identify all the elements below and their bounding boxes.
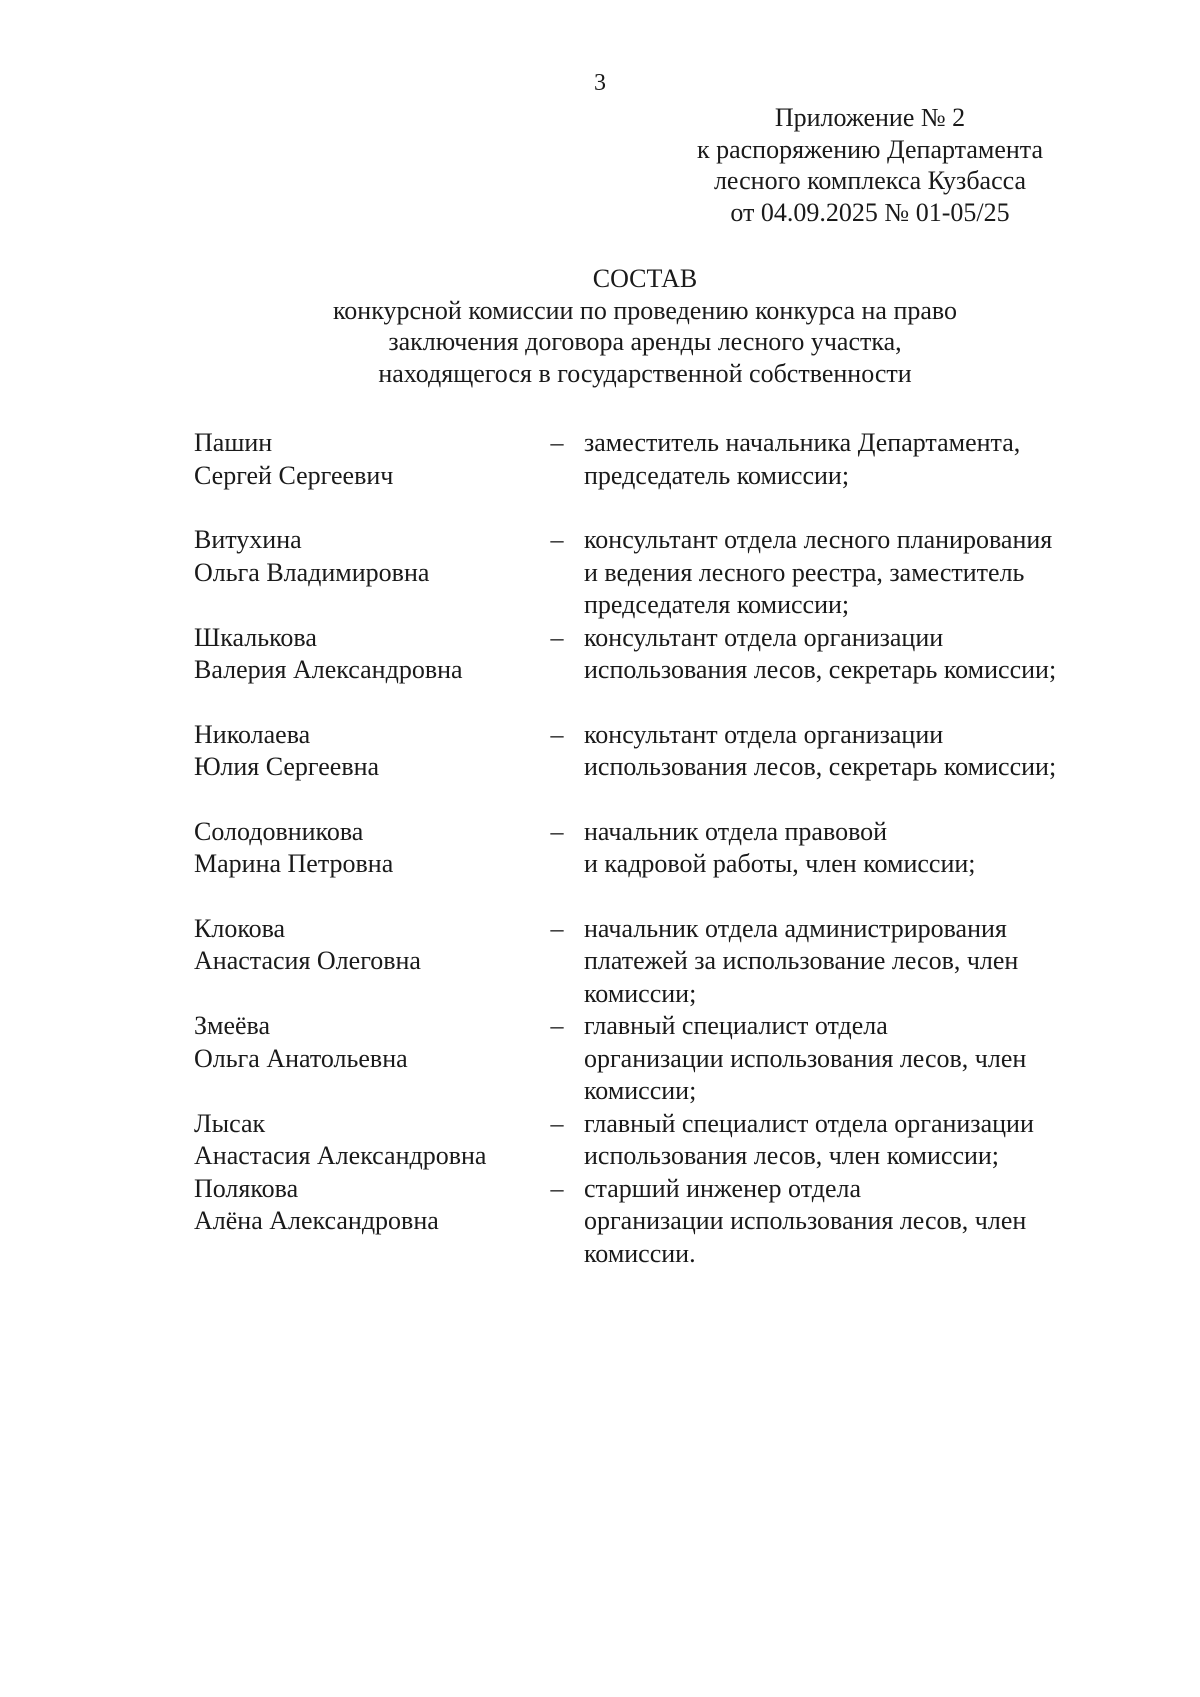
title-line: находящегося в государственной собственности (378, 358, 912, 388)
appendix-header (640, 102, 1100, 228)
member-entry (194, 524, 1114, 622)
member-given-name: Анастасия Александровна (194, 1141, 487, 1170)
appendix-line: лесного комплекса Кузбасса (713, 166, 1027, 195)
member-entry (194, 1108, 1114, 1173)
member-given-name: Анастасия Олеговна (194, 946, 421, 975)
member-name (194, 622, 524, 687)
role-line: заместитель начальника Департамента, (584, 428, 1021, 457)
role-line: главный специалист отдела организации (584, 1108, 1034, 1138)
member-name (194, 1173, 524, 1238)
member-given-name: Валерия Александровна (194, 655, 463, 684)
member-dash: – (550, 622, 564, 652)
member-dash: – (550, 525, 564, 554)
role-line: комиссии. (584, 1238, 696, 1268)
member-dash: – (550, 1011, 564, 1040)
member-name (194, 524, 524, 589)
member-entry (194, 1010, 1114, 1108)
role-line: комиссии; (584, 1076, 697, 1105)
member-given-name: Ольга Владимировна (194, 557, 430, 587)
member-entry (194, 622, 1114, 687)
member-role (584, 524, 1114, 622)
role-line: и кадровой работы, член комиссии; (584, 849, 976, 878)
role-line: организации использования лесов, член (584, 1206, 1027, 1235)
member-name (194, 1010, 524, 1075)
member-role (584, 1173, 1114, 1271)
role-line: консультант отдела организации (584, 719, 944, 749)
member-dash: – (550, 1108, 564, 1138)
member-dash: – (550, 1173, 564, 1203)
member-role (584, 1010, 1114, 1108)
role-line: председателя комиссии; (584, 590, 850, 619)
member-name (194, 719, 524, 784)
role-line: главный специалист отдела (584, 1011, 888, 1040)
role-line: консультант отдела лесного планирования (584, 525, 1053, 554)
role-line: председатель комиссии; (584, 460, 850, 490)
member-role (584, 427, 1114, 492)
role-line: организации использования лесов, член (584, 1043, 1027, 1073)
member-surname: Клокова (194, 913, 286, 943)
role-line: и ведения лесного реестра, заместитель (584, 557, 1025, 587)
member-name (194, 913, 524, 978)
role-line: старший инженер отдела (584, 1173, 862, 1203)
member-role (584, 719, 1114, 784)
member-surname: Витухина (194, 525, 302, 554)
member-role (584, 816, 1114, 881)
member-role (584, 622, 1114, 687)
member-surname: Шкалькова (194, 622, 317, 652)
member-given-name: Марина Петровна (194, 849, 394, 878)
member-entry (194, 427, 1114, 492)
member-surname: Николаева (194, 719, 311, 749)
document-title (150, 263, 1140, 389)
member-role (584, 1108, 1114, 1173)
member-dash: – (550, 816, 564, 846)
member-dash: – (550, 913, 564, 943)
role-line: комиссии; (584, 978, 697, 1008)
role-line: использования лесов, секретарь комиссии; (584, 655, 1057, 684)
role-line: начальник отдела правовой (584, 816, 888, 846)
member-surname: Лысак (194, 1108, 266, 1138)
role-line: использования лесов, член комиссии; (584, 1141, 1000, 1170)
member-given-name: Юлия Сергеевна (194, 752, 380, 781)
member-given-name: Сергей Сергеевич (194, 460, 394, 490)
appendix-line: от 04.09.2025 № 01-05/25 (730, 197, 1010, 227)
member-entry (194, 1173, 1114, 1271)
members-list (194, 427, 1114, 1270)
appendix-line: к распоряжению Департамента (696, 134, 1044, 164)
page-number: 3 (594, 70, 606, 96)
title-line: конкурсной комиссии по проведению конкурса на право (332, 295, 957, 325)
member-dash: – (550, 428, 564, 457)
member-entry (194, 816, 1114, 881)
role-line: платежей за использование лесов, член (584, 946, 1019, 975)
role-line: начальник отдела администрирования (584, 913, 1007, 943)
member-surname: Пашин (194, 428, 273, 457)
role-line: консультант отдела организации (584, 622, 944, 652)
member-surname: Змеёва (194, 1011, 271, 1040)
member-role (584, 913, 1114, 1011)
title-line: заключения договора аренды лесного участка, (388, 327, 902, 356)
member-surname: Солодовникова (194, 816, 364, 846)
member-given-name: Алёна Александровна (194, 1206, 439, 1235)
member-name (194, 427, 524, 492)
member-dash: – (550, 719, 564, 749)
member-entry (194, 719, 1114, 784)
member-entry (194, 913, 1114, 1011)
member-name (194, 1108, 524, 1173)
member-surname: Полякова (194, 1173, 299, 1203)
member-given-name: Ольга Анатольевна (194, 1043, 408, 1073)
member-name (194, 816, 524, 881)
role-line: использования лесов, секретарь комиссии; (584, 752, 1057, 781)
appendix-line: Приложение № 2 (774, 103, 966, 132)
title-heading: СОСТАВ (592, 264, 698, 293)
